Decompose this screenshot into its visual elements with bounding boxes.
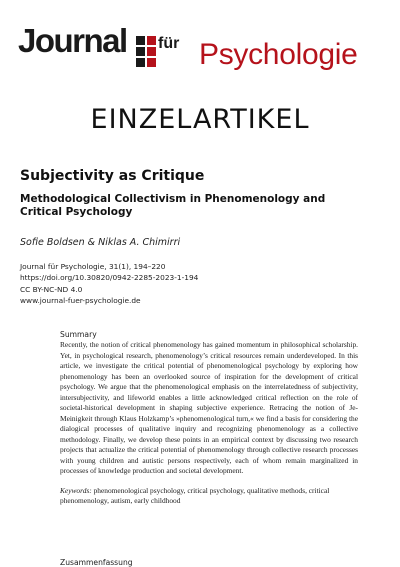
summary-heading: Summary bbox=[60, 330, 97, 339]
abstract-section bbox=[60, 330, 358, 507]
keywords-text: phenomenological psychology, critical psychology, qualitative methods, critical phenomenology, autism, early childhood bbox=[60, 485, 330, 505]
article-title: Subjectivity as Critique bbox=[20, 168, 205, 184]
article-subtitle: Methodological Collectivism in Phenomenology and Critical Psychology bbox=[20, 193, 326, 218]
doi-link[interactable]: https://doi.org/10.30820/0942-2285-2023-1-194 bbox=[20, 273, 199, 283]
logo-square bbox=[136, 47, 145, 56]
citation-line: Journal für Psychologie, 31(1), 194–220 bbox=[20, 262, 166, 271]
logo-square bbox=[147, 36, 156, 45]
article-authors: Sofie Boldsen & Niklas A. Chimirri bbox=[20, 237, 181, 248]
logo-square bbox=[147, 47, 156, 56]
journal-fur-word: für bbox=[158, 35, 180, 52]
logo-square bbox=[147, 58, 156, 67]
keywords-label: Keywords: bbox=[60, 485, 92, 495]
journal-masthead bbox=[0, 0, 400, 85]
website-link[interactable]: www.journal-fuer-psychologie.de bbox=[20, 296, 141, 306]
section-banner: EINZELARTIKEL bbox=[90, 104, 310, 135]
summary-body: Recently, the notion of critical phenomenology has gained momentum in philosophical scholarship. Yet, in psychological research, phenomenology’s critical resources remain underdeveloped. In this article, we investigate the critical potential of phenomenological psychology by exploring how phenomenology has been an overlooked source of inspiration for the development of critical psychology. We argue that the phenomenological emphasis on the interrelatedness of subjectivity, intersubjectivity, and lifeworld enables a little acknowledged critical reflection on the role of societal-historical development in shaping subjective experience. Retracing the notion of Je-Meinigkeit through Klaus Holzkamp’s »phenomenological turn,« we find a basis for considering the dialogical processes of qualitative inquiry and recognizing phenomenology as a collective methodology. Finally, we develop these points in an empirical context by discussing two research projects that actualize the critical potential of phenomenology through collective research processes with young children and autistic persons respectively, each of whom remain marginalized in processes of knowledge production and societal development. bbox=[60, 340, 358, 475]
article-metadata bbox=[20, 261, 198, 307]
zusammenfassung-heading: Zusammenfassung bbox=[60, 558, 133, 567]
logo-square bbox=[136, 58, 145, 67]
logo-square bbox=[136, 36, 145, 45]
license-line: CC BY-NC-ND 4.0 bbox=[20, 284, 83, 294]
journal-psychologie-word: Psychologie bbox=[199, 38, 358, 71]
journal-wordmark: Journal bbox=[18, 22, 127, 59]
keywords-line bbox=[60, 486, 358, 507]
